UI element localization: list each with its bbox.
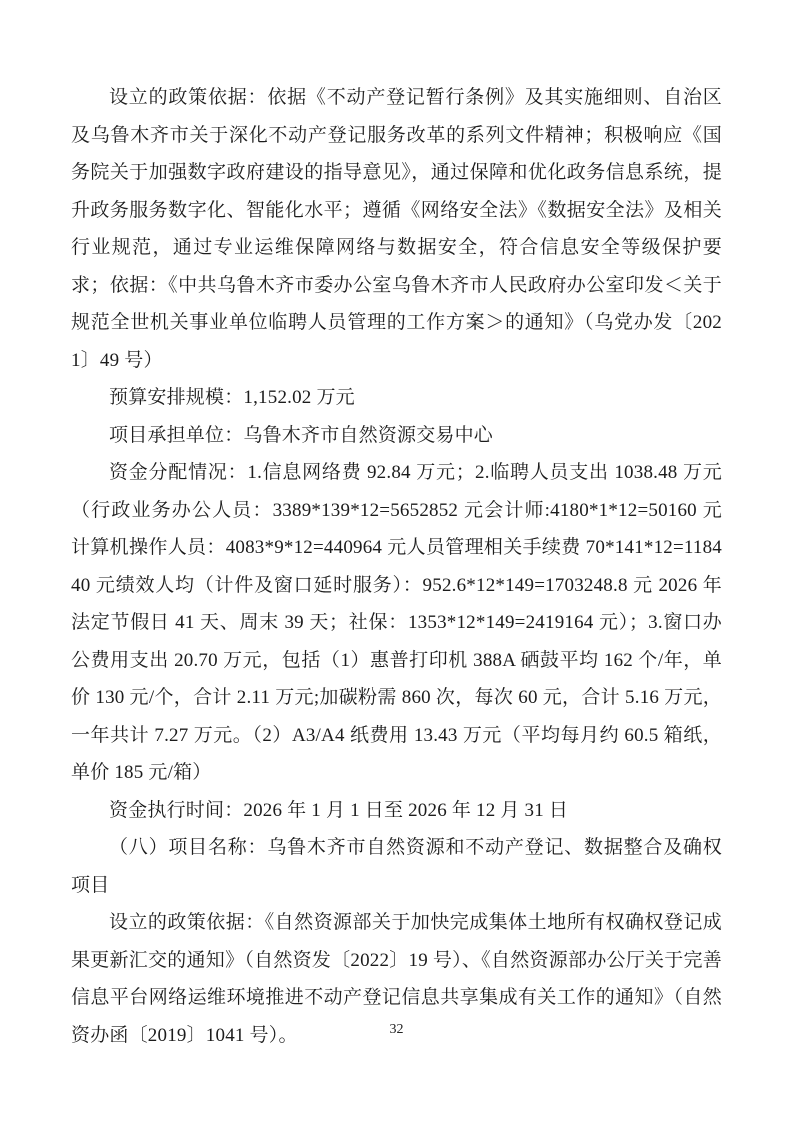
project-name-line: （八）项目名称：乌鲁木齐市自然资源和不动产登记、数据整合及确权项目 bbox=[71, 837, 722, 896]
page-number: 32 bbox=[389, 1022, 404, 1037]
policy-basis-2-paragraph: 设立的政策依据：《自然资源部关于加快完成集体土地所有权确权登记成果更新汇交的通知》（自然资发〔2022〕19 号）、《自然资源部办公厅关于完善信息平台网络运维环境推进不动产登记信息共享集成有关工作的通知》（自然资办函〔2019〕1041 号）。 bbox=[71, 912, 722, 1046]
page-footer bbox=[0, 1020, 793, 1040]
fund-execution-period-line: 资金执行时间：2026 年 1 月 1 日至 2026 年 12 月 31 日 bbox=[109, 799, 569, 821]
fund-allocation-paragraph: 资金分配情况：1.信息网络费 92.84 万元；2.临聘人员支出 1038.48 万元（行政业务办公人员：3389*139*12=5652852 元会计师:4180*1*12=50160 元计算机操作人员：4083*9*12=440964 元人员管理相关手续费 70*141*12=118440 元绩效人均（计件及窗口延时服务）：952.6*12*149=1703248.8 元 2026 年法定节假日 41 天、周末 39 天；社保：1353*12*149=2419164 元）；3.窗口办公费用支出 20.70 万元，包括（1）惠普打印机 388A 硒鼓平均 162 个/年，单价 130 元/个，合计 2.11 万元;加碳粉需 860 次，每次 60 元，合计 5.16 万元，一年共计 7.27 万元。（2）A3/A4 纸费用 13.43 万元（平均每月约 60.5 箱纸，单价 185 元/箱） bbox=[71, 462, 722, 783]
undertaking-unit-line: 项目承担单位：乌鲁木齐市自然资源交易中心 bbox=[109, 424, 494, 446]
policy-basis-paragraph: 设立的政策依据：依据《不动产登记暂行条例》及其实施细则、自治区及乌鲁木齐市关于深化不动产登记服务改革的系列文件精神；积极响应《国务院关于加强数字政府建设的指导意见》，通过保障和优化政务信息系统，提升政务服务数字化、智能化水平；遵循《网络安全法》《数据安全法》及相关行业规范，通过专业运维保障网络与数据安全，符合信息安全等级保护要求；依据：《中共乌鲁木齐市委办公室乌鲁木齐市人民政府办公室印发＜关于规范全世机关事业单位临聘人员管理的工作方案＞的通知》（乌党办发〔2021〕49 号） bbox=[71, 87, 722, 371]
budget-scale-line: 预算安排规模：1,152.02 万元 bbox=[109, 387, 355, 408]
page-content bbox=[71, 79, 722, 1054]
